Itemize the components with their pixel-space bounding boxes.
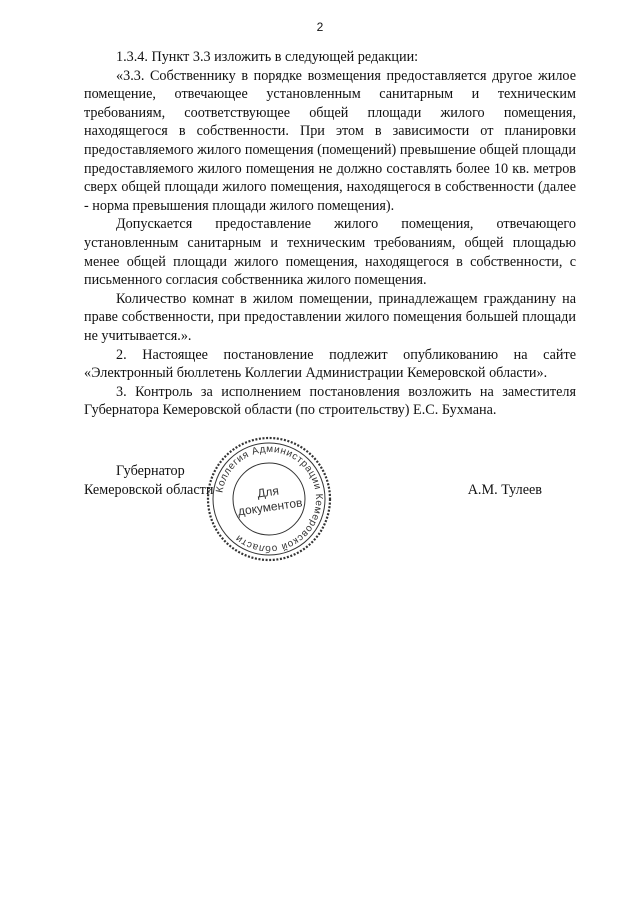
- signatory-position-line2: Кемеровской области: [84, 481, 214, 498]
- paragraph-item-1-3-4: 1.3.4. Пункт 3.3 изложить в следующей редакции:: [116, 49, 419, 65]
- signatory-name: А.М. Тулеев: [467, 481, 542, 498]
- stamp-center-line2: документов: [237, 495, 304, 519]
- signatory-position-line1: Губернатор: [116, 463, 185, 479]
- paragraph-rooms-count: Количество комнат в жилом помещении, принадлежащем гражданину на праве собственности, при предоставлении жилого помещения большей площади не учитывается.».: [84, 290, 576, 344]
- official-stamp: [204, 434, 334, 564]
- stamp-ring-text: Коллегия Администрации Кемеровской области: [214, 443, 325, 555]
- paragraph-control: 3. Контроль за исполнением постановления возложить на заместителя Губернатора Кемеровской области (по строительству) Е.С. Бухмана.: [84, 383, 576, 419]
- signatory-position: [84, 462, 213, 499]
- stamp-center-line1: Для: [256, 483, 280, 501]
- paragraph-publication: 2. Настоящее постановление подлежит опубликованию на сайте «Электронный бюллетень Коллегии Администрации Кемеровской области».: [84, 346, 576, 382]
- document-body: [84, 48, 576, 420]
- page-number: 2: [316, 20, 324, 34]
- paragraph-reduced-area: Допускается предоставление жилого помещения, отвечающего установленным санитарным и техническим требованиям, общей площадью менее общей площади жилого помещения, находящегося в собственности, с письменного согласия собственника жилого помещения.: [84, 216, 576, 289]
- paragraph-item-3-3: «3.3. Собственнику в порядке возмещения предоставляется другое жилое помещение, отвечающее установленным санитарным и техническим требованиям, соответствующее общей площади жилого помещения, находящегося в собственности. При этом в зависимости от планировки предоставляемого жилого помещения (помещений) превышение общей площади предоставляемого жилого помещения не должно составлять более 10 кв. метров сверх общей площади жилого помещения, находящегося в собственности (далее - норма превышения площади жилого помещения).: [84, 67, 576, 214]
- signature-block: [84, 443, 576, 582]
